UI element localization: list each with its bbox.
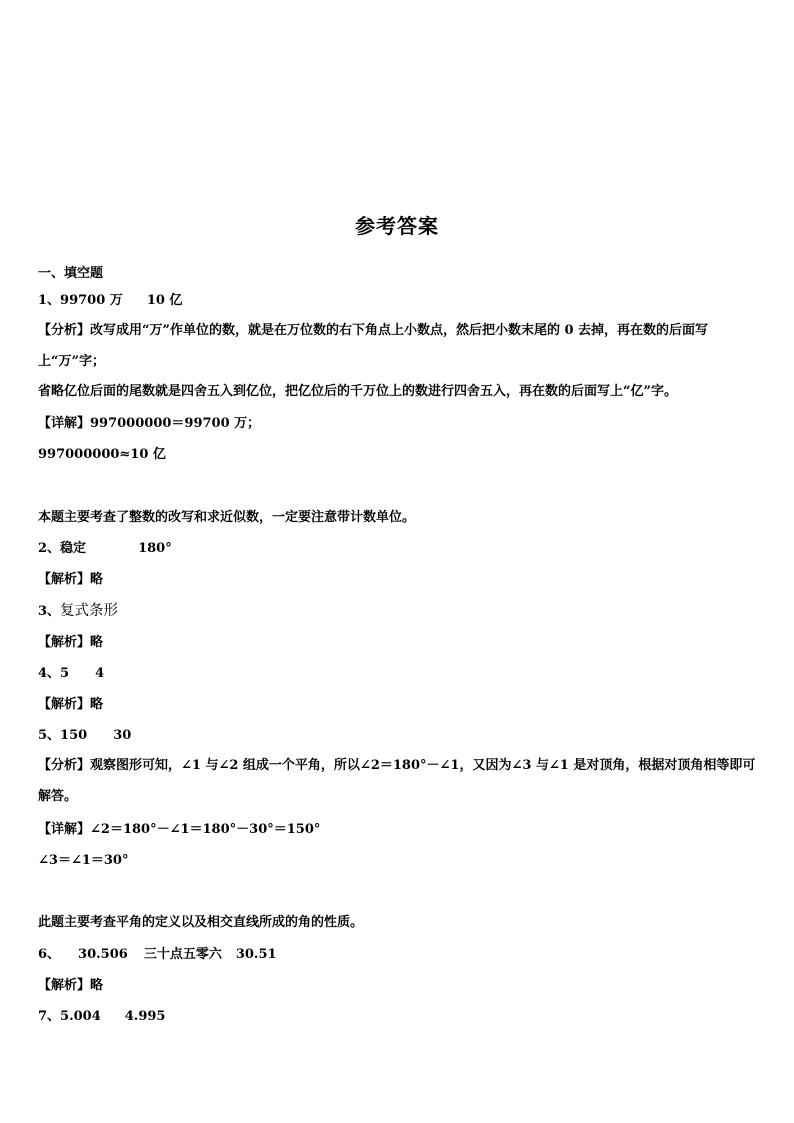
- q5-analysis: 【分析】观察图形可知，∠1 与∠2 组成一个平角，所以∠2＝180°－∠1，又因为∠3 与∠1 是对顶角，根据对顶角相等即可解答。: [38, 758, 756, 804]
- q4-number: 4、: [38, 666, 61, 681]
- q6-answer-2: 三十点五零六: [143, 947, 222, 962]
- q5-answer-1: 150: [60, 728, 88, 743]
- q2-number: 2、: [38, 541, 61, 556]
- section-heading: 一、填空题: [38, 266, 104, 281]
- q5-detail-2: ∠3＝∠1＝30°: [38, 853, 129, 868]
- q3-analysis: 【解析】略: [38, 635, 104, 650]
- q1-answer-2: 10 亿: [146, 293, 183, 308]
- q2-answer: [38, 539, 768, 559]
- q1-summary: 本题主要考查了整数的改写和求近似数，一定要注意带计数单位。: [38, 510, 416, 525]
- q6-answer-3: 30.51: [235, 947, 277, 962]
- q4-answer-1: 5: [60, 666, 70, 681]
- page-title: 参考答案: [355, 214, 439, 238]
- q6-analysis: 【解析】略: [38, 978, 104, 993]
- q6-answer-1: 30.506: [78, 947, 128, 962]
- q7-answer-1: 5.004: [60, 1009, 101, 1024]
- q3-answer: [38, 601, 768, 622]
- q3-answer-1: 复式条形: [60, 603, 119, 619]
- q5-summary: 此题主要考查平角的定义以及相交直线所成的角的性质。: [38, 915, 364, 930]
- q4-answer: [38, 664, 768, 684]
- q7-answer: [38, 1007, 768, 1027]
- q6-answer: [38, 945, 768, 965]
- q2-answer-2: 180°: [138, 541, 172, 556]
- q5-answer-2: 30: [113, 728, 132, 743]
- q5-detail-1: 【详解】∠2＝180°－∠1＝180°－30°＝150°: [38, 822, 321, 837]
- q6-number: 6、: [38, 947, 61, 962]
- q1-analysis: 【分析】改写成用“万”作单位的数，就是在万位数的右下角点上小数点，然后把小数末尾的 0 去掉，再在数的后面写上“万”字；: [38, 323, 709, 369]
- q3-number: 3、: [38, 604, 61, 619]
- q1-detail-2: 997000000≈10 亿: [38, 447, 166, 462]
- q7-number: 7、: [38, 1009, 61, 1024]
- q1-analysis-2: 省略亿位后面的尾数就是四舍五入到亿位，把亿位后的千万位上的数进行四舍五入，再在数的后面写上“亿”字。: [38, 384, 677, 399]
- q1-answer: [38, 291, 768, 311]
- q1-number: 1、: [38, 293, 61, 308]
- q2-answer-1: 稳定: [60, 541, 87, 556]
- q1-detail-1: 【详解】997000000＝99700 万；: [38, 416, 261, 431]
- q5-answer: [38, 726, 768, 746]
- q7-answer-2: 4.995: [124, 1009, 166, 1024]
- q1-answer-1: 99700 万: [60, 293, 123, 308]
- q5-number: 5、: [38, 728, 61, 743]
- q4-answer-2: 4: [95, 666, 105, 681]
- q2-analysis: 【解析】略: [38, 572, 104, 587]
- q4-analysis: 【解析】略: [38, 697, 104, 712]
